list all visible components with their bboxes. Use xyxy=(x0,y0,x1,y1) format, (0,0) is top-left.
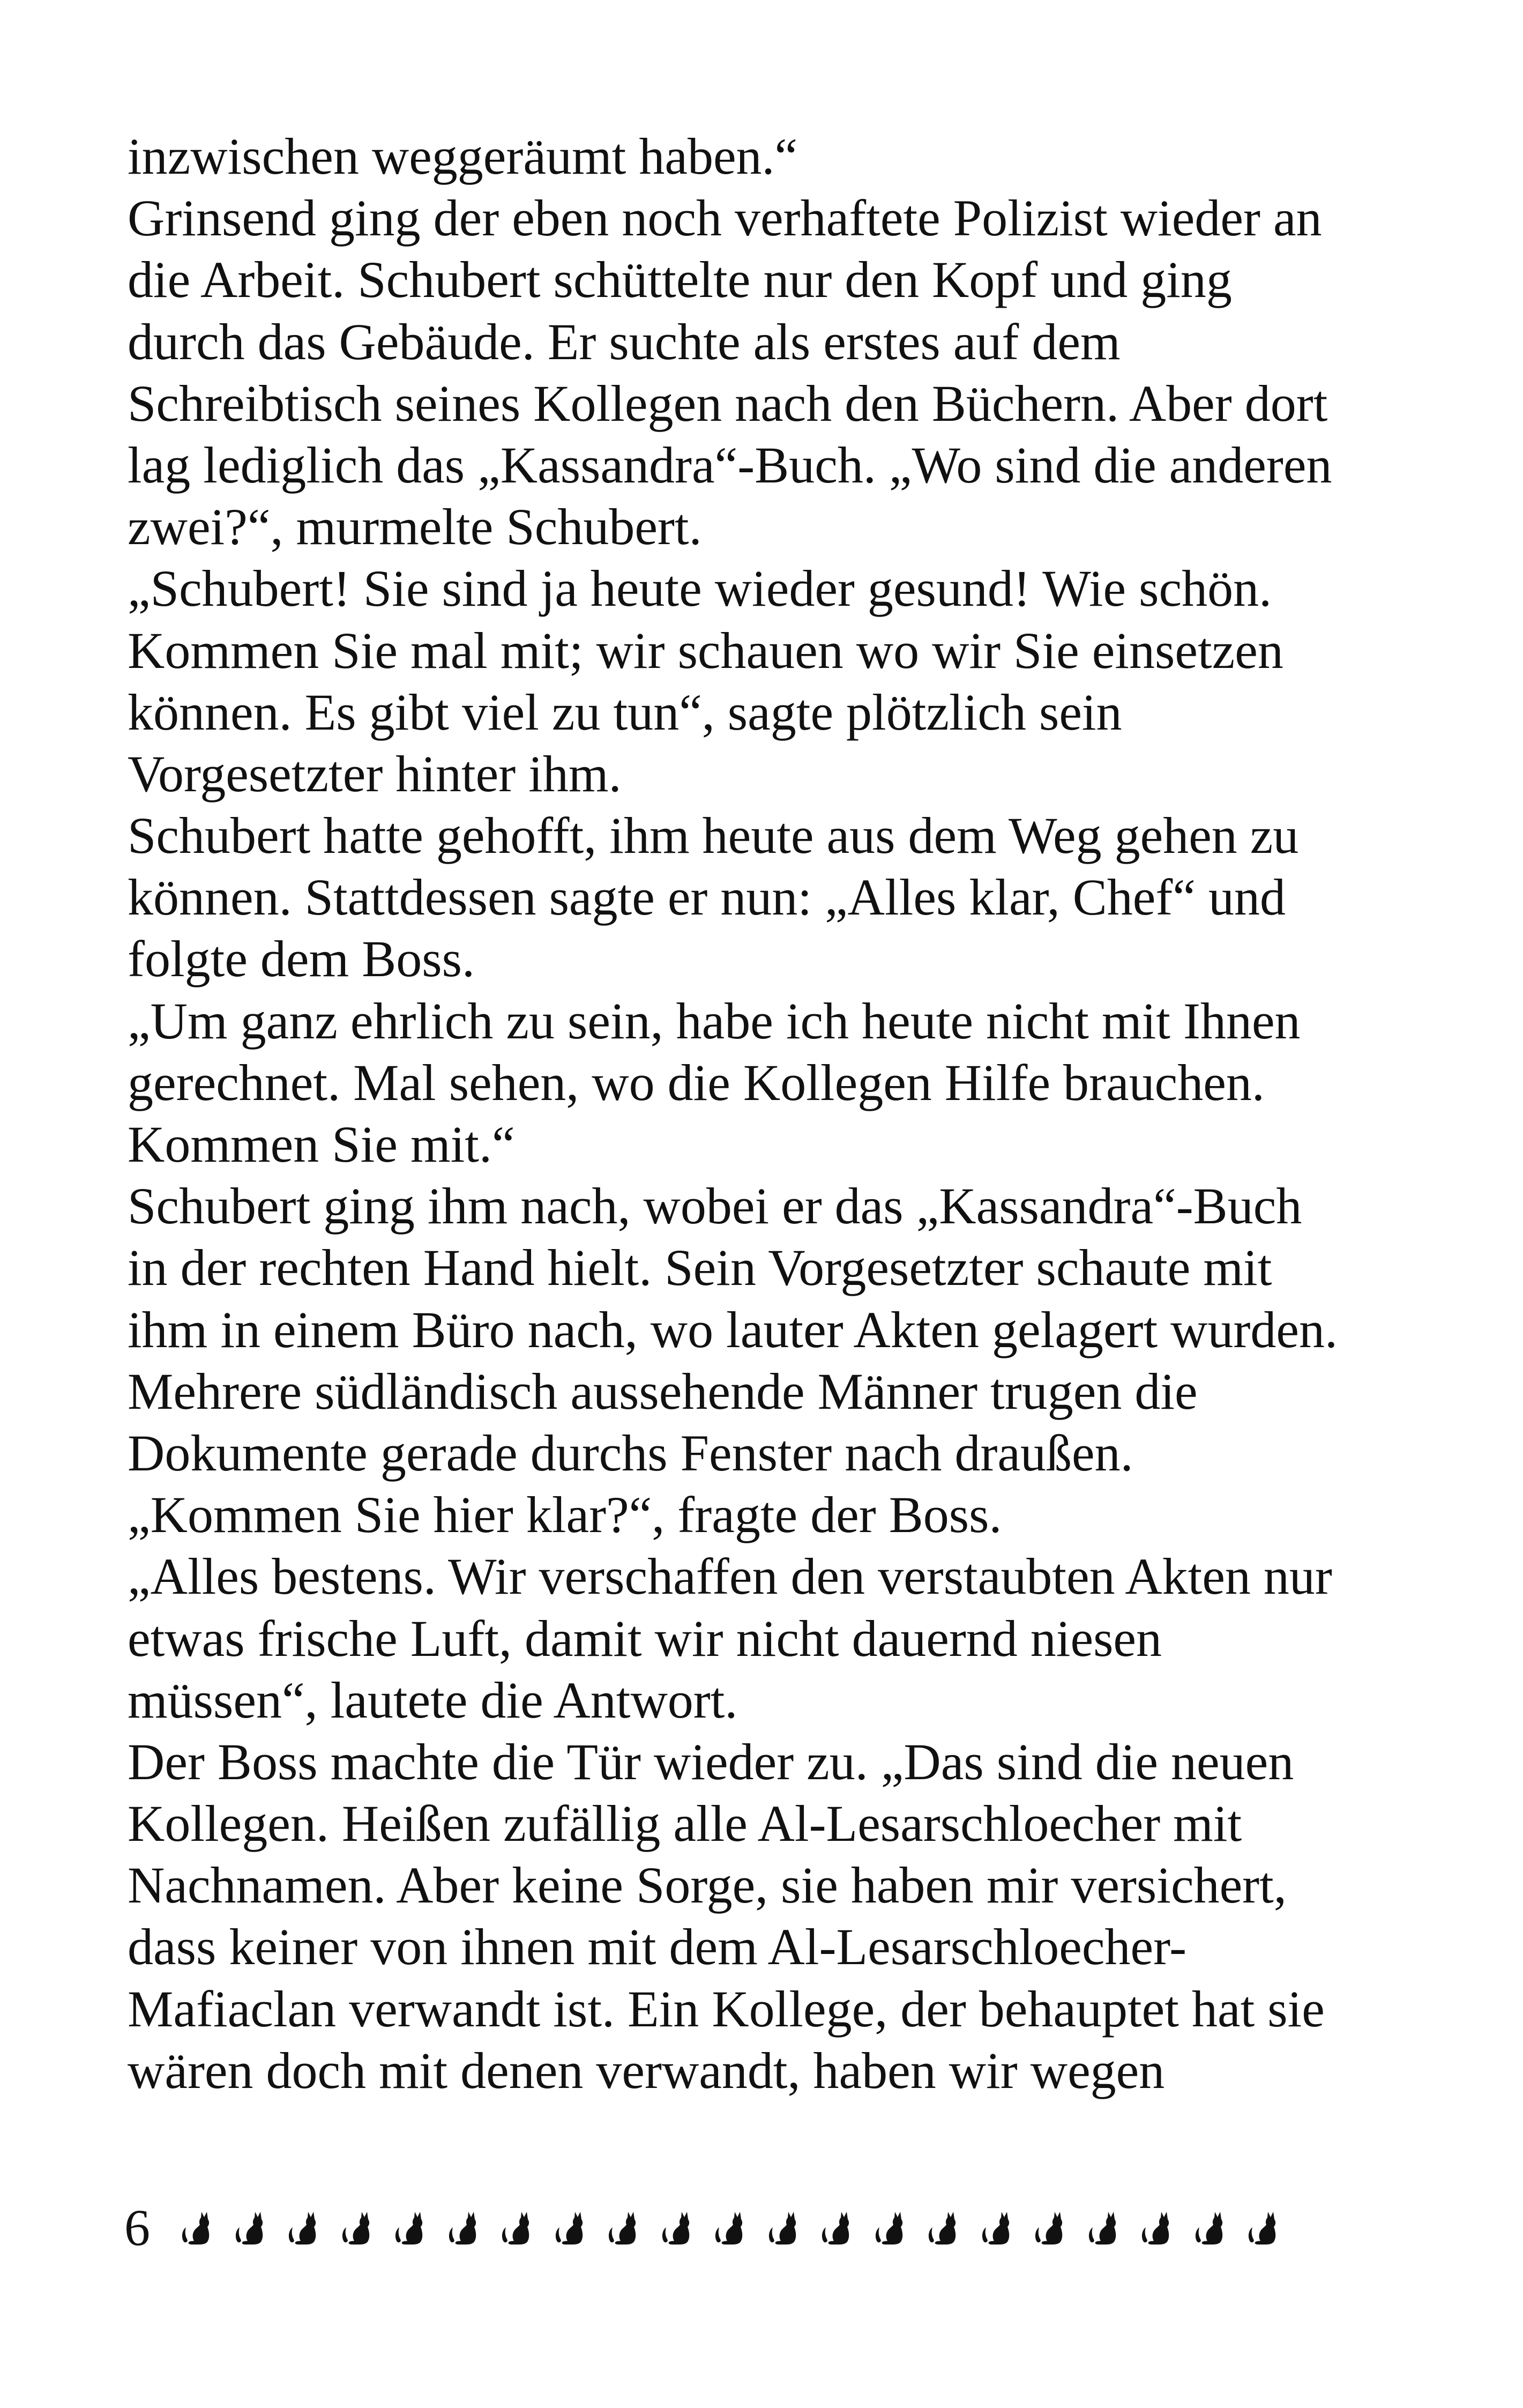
cat-icon xyxy=(286,2209,322,2246)
text-line: Vorgesetzter hinter ihm. xyxy=(128,745,622,802)
cat-icon xyxy=(1245,2209,1282,2246)
text-line: dass keiner von ihnen mit dem Al-Lesarschloecher- xyxy=(128,1918,1187,1976)
text-line: „Alles bestens. Wir verschaffen den verstaubten Akten nur xyxy=(128,1548,1332,1606)
text-line: gerechnet. Mal sehen, wo die Kollegen Hilfe brauchen. xyxy=(128,1053,1265,1111)
cat-icon xyxy=(233,2209,269,2246)
cat-icon xyxy=(1086,2209,1122,2246)
cat-icon xyxy=(499,2209,535,2246)
cat-icon xyxy=(179,2209,215,2246)
text-line: inzwischen weggeräumt haben.“ xyxy=(128,128,798,185)
text-line: wären doch mit denen verwandt, haben wir wegen xyxy=(128,2041,1165,2099)
text-line: Mehrere südländisch aussehende Männer trugen die xyxy=(128,1362,1198,1420)
text-line: können. Es gibt viel zu tun“, sagte plötzlich sein xyxy=(128,683,1122,741)
text-line: Dokumente gerade durchs Fenster nach draußen. xyxy=(128,1424,1133,1482)
text-line: Kollegen. Heißen zufällig alle Al-Lesarschloecher mit xyxy=(128,1795,1242,1853)
text-line: in der rechten Hand hielt. Sein Vorgesetzter schaute mit xyxy=(128,1239,1272,1297)
text-line: „Um ganz ehrlich zu sein, habe ich heute nicht mit Ihnen xyxy=(128,992,1301,1050)
cat-icon xyxy=(712,2209,749,2246)
text-line: folgte dem Boss. xyxy=(128,930,475,988)
text-line: Mafiaclan verwandt ist. Ein Kollege, der behauptet hat sie xyxy=(128,1980,1325,2038)
text-line: durch das Gebäude. Er suchte als erstes auf dem xyxy=(128,313,1121,370)
cat-icon xyxy=(819,2209,855,2246)
page-number: 6 xyxy=(124,2198,150,2256)
cat-icon xyxy=(553,2209,589,2246)
body-text xyxy=(128,125,1414,2101)
text-line: die Arbeit. Schubert schüttelte nur den Kopf und ging xyxy=(128,251,1232,309)
text-line: müssen“, lautete die Antwort. xyxy=(128,1671,738,1729)
cat-icon xyxy=(659,2209,696,2246)
cat-icon xyxy=(446,2209,482,2246)
text-line: Kommen Sie mal mit; wir schauen wo wir Sie einsetzen xyxy=(128,621,1283,679)
text-line: etwas frische Luft, damit wir nicht dauernd niesen xyxy=(128,1609,1162,1667)
text-line: Kommen Sie mit.“ xyxy=(128,1116,515,1173)
cat-icon xyxy=(1139,2209,1175,2246)
text-line: lag lediglich das „Kassandra“-Buch. „Wo sind die anderen xyxy=(128,436,1332,494)
text-line: „Kommen Sie hier klar?“, fragte der Boss. xyxy=(128,1486,1002,1544)
cat-icon xyxy=(872,2209,909,2246)
text-line: Nachnamen. Aber keine Sorge, sie haben mir versichert, xyxy=(128,1856,1287,1914)
cat-icon xyxy=(1032,2209,1069,2246)
cat-icon xyxy=(766,2209,802,2246)
cat-icon xyxy=(392,2209,429,2246)
cat-icon xyxy=(339,2209,376,2246)
text-line: „Schubert! Sie sind ja heute wieder gesund! Wie schön. xyxy=(128,560,1272,618)
cat-icon xyxy=(1192,2209,1229,2246)
cat-icon xyxy=(979,2209,1016,2246)
text-line: zwei?“, murmelte Schubert. xyxy=(128,498,702,556)
cat-ornament-row xyxy=(179,2209,1299,2246)
text-line: Schubert ging ihm nach, wobei er das „Kassandra“-Buch xyxy=(128,1177,1302,1235)
text-line: Der Boss machte die Tür wieder zu. „Das sind die neuen xyxy=(128,1733,1294,1790)
cat-icon xyxy=(925,2209,962,2246)
text-line: ihm in einem Büro nach, wo lauter Akten gelagert wurden. xyxy=(128,1300,1338,1358)
page-footer xyxy=(124,2198,1299,2257)
text-line: Schubert hatte gehofft, ihm heute aus dem Weg gehen zu xyxy=(128,807,1299,865)
cat-icon xyxy=(606,2209,642,2246)
text-line: können. Stattdessen sagte er nun: „Alles klar, Chef“ und xyxy=(128,868,1286,926)
text-line: Grinsend ging der eben noch verhaftete Polizist wieder an xyxy=(128,189,1322,247)
text-line: Schreibtisch seines Kollegen nach den Büchern. Aber dort xyxy=(128,374,1328,432)
